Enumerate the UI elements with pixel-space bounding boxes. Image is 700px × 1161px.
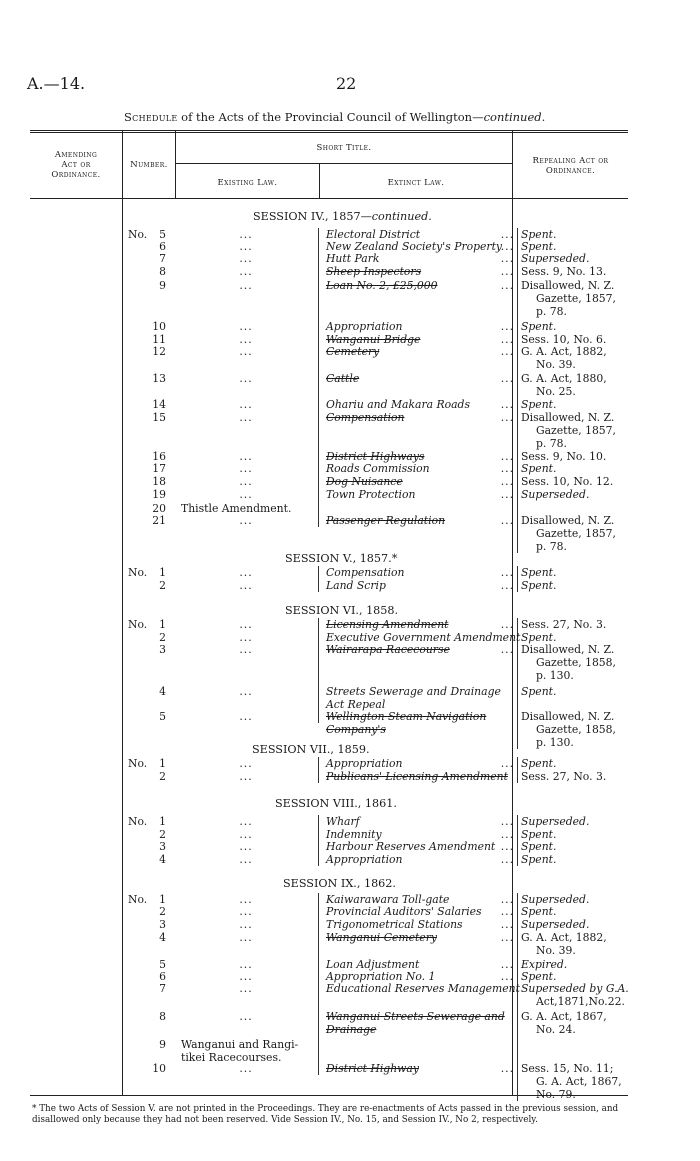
extinct-law-title: Harbour Reserves Amendment [326,840,496,853]
repealing-act: Expired. [521,958,568,971]
extinct-law-title: Hutt Park [326,252,380,265]
row-number: 1 [159,757,166,770]
table-row [0,815,700,828]
extinct-law-dots: ... [500,228,514,241]
extinct-law-title: Provincial Auditors' Salaries [326,905,482,918]
session-title: SESSION IX., 1862. [283,877,396,890]
existing-law-dots: ... [239,931,253,944]
session-title: SESSION VI., 1858. [285,604,399,617]
table-row [0,411,700,450]
extinct-law-dots: ... [500,279,514,292]
table-row [0,710,700,749]
table-row [0,345,700,371]
extinct-law-title: Indemnity [326,828,382,841]
repealing-act: Sess. 15, No. 11; [521,1062,614,1075]
row-number: 1 [159,566,166,579]
row-number: 15 [152,411,166,424]
row-number: 4 [159,685,166,698]
existing-law-dots: ... [239,710,253,723]
repealing-act: Spent. [521,398,557,411]
existing-law-title: Wanganui and Rangi- tikei Racecourses. [181,1038,299,1064]
repealing-act: Gazette, 1858, [536,656,616,669]
existing-law-dots: ... [239,240,253,253]
table-top-rule-2 [30,132,628,133]
row-no-label: No. [128,566,148,579]
repealing-act: Spent. [521,240,557,253]
existing-law-dots: ... [239,228,253,241]
session-title: SESSION IV., 1857— [253,210,372,223]
table-header-bottom-rule [30,198,628,199]
repealing-act: Superseded. [521,918,590,931]
extinct-law-dots: ... [500,265,514,278]
extinct-law-title: Sheep Inspectors [326,265,422,278]
row-number: 1 [159,815,166,828]
existing-law-dots: ... [239,372,253,385]
existing-law-dots: ... [239,333,253,346]
existing-law-dots: ... [239,982,253,995]
extinct-law-dots: ... [500,918,514,931]
extinct-law-dots: ... [500,566,514,579]
row-number: 17 [152,462,166,475]
table-row [0,279,700,318]
table-row [0,372,700,398]
extinct-law-dots: ... [500,240,514,253]
existing-law-dots: ... [239,815,253,828]
table-row [0,931,700,957]
repealing-act: Spent. [521,853,557,866]
repealing-act: Spent. [521,320,557,333]
extinct-law-title: Wharf [326,815,360,828]
extinct-law-title: Trigonometrical Stations [326,918,463,931]
repealing-act: Act,1871,No.22. [536,995,625,1008]
caption-continued: continued. [483,110,546,124]
extinct-law-title: Appropriation [326,320,403,333]
session-heading [253,210,432,223]
extinct-law-title: Passenger Regulation [326,514,446,527]
table-row [0,1038,700,1064]
extinct-law-dots: ... [500,905,514,918]
repealing-act: Spent. [521,905,557,918]
existing-law-dots: ... [239,618,253,631]
table-row [0,840,700,853]
row-number: 3 [159,643,166,656]
row-number: 7 [159,982,166,995]
row-number: 10 [152,320,166,333]
row-number: 12 [152,345,166,358]
repealing-act: Spent. [521,970,557,983]
repealing-act: Spent. [521,757,557,770]
repealing-act: No. 25. [536,385,576,398]
table-row [0,685,700,711]
table-row [0,579,700,592]
row-number: 8 [159,265,166,278]
session-heading [275,797,397,810]
repealing-act: Superseded. [521,488,590,501]
repealing-act: Sess. 10, No. 6. [521,333,607,346]
existing-law-dots: ... [239,958,253,971]
row-number: 19 [152,488,166,501]
table-row [0,643,700,682]
existing-law-dots: ... [239,770,253,783]
extinct-law-title: Wanganui Cemetery [326,931,437,944]
extinct-law-title: Wanganui Streets Sewerage and Drainage [326,1010,505,1036]
extinct-law-title: Loan No. 2, £25,000 [326,279,438,292]
extinct-law-dots: ... [500,840,514,853]
extinct-law-title: Ohariu and Makara Roads [326,398,470,411]
repealing-act: Sess. 9, No. 13. [521,265,607,278]
row-number: 4 [159,853,166,866]
extinct-law-dots: ... [500,970,514,983]
extinct-law-dots: ... [500,475,514,488]
repealing-act: Gazette, 1857, [536,292,616,305]
session-title: SESSION VII., 1859. [252,743,370,756]
repealing-act: Sess. 27, No. 3. [521,618,607,631]
extinct-law-dots: ... [500,815,514,828]
repealing-act: Spent. [521,685,557,698]
table-row [0,265,700,278]
extinct-law-title: Educational Reserves Management [326,982,520,995]
repealing-act: Gazette, 1857, [536,424,616,437]
existing-law-dots: ... [239,685,253,698]
repealing-act: p. 130. [536,736,574,749]
row-number: 2 [159,905,166,918]
page-number: 22 [336,74,357,93]
extinct-law-title: Licensing Amendment [326,618,449,631]
repealing-act: Spent. [521,631,557,644]
repealing-act: G. A. Act, 1882, [521,931,607,944]
repealing-act: No. 79. [536,1088,576,1101]
repealing-act: Superseded. [521,252,590,265]
row-no-label: No. [128,618,148,631]
existing-law-dots: ... [239,398,253,411]
table-row [0,252,700,265]
row-number: 7 [159,252,166,265]
footnote: * The two Acts of Session V. are not printed in the Proceedings. They are re-enactments of Acts passed in the previous session, and disallowed only because they had not been reserved. Vide Session IV., No. 15, and Session IV., No 2, respectively. [32,1104,619,1125]
header-amending: Amending Act or Ordinance. [51,150,101,180]
repealing-act: Disallowed, N. Z. [521,514,615,527]
existing-law-dots: ... [239,488,253,501]
caption-lead: Schedule [124,110,178,124]
repealing-act: p. 78. [536,437,567,450]
extinct-law-title: Wellington Steam Navigation Company's [326,710,487,736]
row-number: 8 [159,1010,166,1023]
row-number: 11 [152,333,166,346]
existing-law-dots: ... [239,853,253,866]
existing-law-dots: ... [239,475,253,488]
row-no-label: No. [128,893,148,906]
row-number: 10 [152,1062,166,1075]
repealing-act: Sess. 9, No. 10. [521,450,607,463]
row-number: 3 [159,840,166,853]
existing-law-dots: ... [239,450,253,463]
extinct-law-title: Wairarapa Racecourse [326,643,450,656]
repealing-act: Sess. 10, No. 12. [521,475,614,488]
existing-law-dots: ... [239,411,253,424]
row-number: 5 [159,228,166,241]
extinct-law-title: Dog Nuisance [326,475,403,488]
repealing-act: Spent. [521,228,557,241]
row-no-label: No. [128,815,148,828]
extinct-law-title: Land Scrip [326,579,386,592]
repealing-act: No. 39. [536,944,576,957]
row-number: 4 [159,931,166,944]
extinct-law-title: Cattle [326,372,360,385]
table-row [0,462,700,475]
extinct-law-title: Electoral District [326,228,421,241]
session-heading [283,877,396,890]
repealing-act: Disallowed, N. Z. [521,643,615,656]
repealing-act: p. 130. [536,669,574,682]
extinct-law-dots: ... [500,579,514,592]
table-row [0,618,700,631]
repealing-act: Sess. 27, No. 3. [521,770,607,783]
header-number: Number. [130,160,168,170]
extinct-law-title: New Zealand Society's Property [326,240,503,253]
session-heading [285,552,397,565]
extinct-law-dots: ... [500,958,514,971]
session-title: SESSION V., 1857.* [285,552,398,565]
row-number: 1 [159,893,166,906]
existing-law-dots: ... [239,462,253,475]
session-title: SESSION VIII., 1861. [275,797,397,810]
extinct-law-title: Compensation [326,566,405,579]
row-number: 18 [152,475,166,488]
extinct-law-dots: ... [500,488,514,501]
table-top-rule [30,130,628,131]
extinct-law-title: District Highway [326,1062,419,1075]
extinct-law-dots: ... [500,252,514,265]
extinct-law-title: Kaiwarawara Toll-gate [326,893,450,906]
existing-law-dots: ... [239,970,253,983]
existing-law-dots: ... [239,1010,253,1023]
table-row [0,488,700,501]
extinct-law-dots: ... [500,372,514,385]
row-number: 2 [159,631,166,644]
session-heading [252,743,370,756]
repealing-act: Gazette, 1857, [536,527,616,540]
header-short-title: Short Title. [316,143,372,153]
table-row [0,757,700,770]
table-row [0,982,700,1008]
extinct-law-dots: ... [500,514,514,527]
repealing-act: Disallowed, N. Z. [521,279,615,292]
existing-law-title: Thistle Amendment. [181,502,292,515]
extinct-law-dots: ... [500,450,514,463]
row-number: 13 [152,372,166,385]
repealing-act: Spent. [521,579,557,592]
repealing-act: p. 78. [536,305,567,318]
repealing-act: Spent. [521,840,557,853]
extinct-law-dots: ... [500,1062,514,1075]
extinct-law-dots: ... [500,757,514,770]
extinct-law-title: Appropriation [326,853,403,866]
extinct-law-title: Cemetery [326,345,380,358]
row-number: 5 [159,958,166,971]
repealing-act: No. 39. [536,358,576,371]
extinct-law-title: Publicans' Licensing Amendment [326,770,508,783]
repealing-act: Gazette, 1858, [536,723,616,736]
row-number: 6 [159,970,166,983]
existing-law-dots: ... [239,345,253,358]
extinct-law-dots: ... [500,345,514,358]
repealing-act: G. A. Act, 1867, [521,1010,607,1023]
existing-law-dots: ... [239,828,253,841]
table-row [0,770,700,783]
row-number: 2 [159,770,166,783]
repealing-act: Disallowed, N. Z. [521,411,615,424]
existing-law-dots: ... [239,893,253,906]
session-continued: continued. [371,210,432,223]
caption-text: of the Acts of the Provincial Council of Wellington— [177,110,484,124]
extinct-law-title: Wanganui Bridge [326,333,421,346]
extinct-law-title: Loan Adjustment [326,958,420,971]
extinct-law-dots: ... [500,643,514,656]
existing-law-dots: ... [239,252,253,265]
row-number: 5 [159,710,166,723]
repealing-act: Disallowed, N. Z. [521,710,615,723]
repealing-act: G. A. Act, 1882, [521,345,607,358]
table-row [0,918,700,931]
header-repealing: Repealing Act or Ordinance. [532,156,609,176]
extinct-law-dots: ... [500,320,514,333]
table-row [0,475,700,488]
header-extinct-law: Extinct Law. [387,178,445,188]
table-row [0,514,700,553]
existing-law-dots: ... [239,566,253,579]
row-number: 16 [152,450,166,463]
table-row [0,566,700,579]
row-number: 3 [159,918,166,931]
existing-law-dots: ... [239,840,253,853]
row-number: 20 [152,502,166,515]
extinct-law-dots: ... [500,828,514,841]
row-number: 14 [152,398,166,411]
existing-law-dots: ... [239,905,253,918]
row-number: 6 [159,240,166,253]
extinct-law-dots: ... [500,398,514,411]
session-heading [285,604,398,617]
repealing-act: G. A. Act, 1880, [521,372,607,385]
row-number: 9 [159,279,166,292]
extinct-law-dots: ... [500,931,514,944]
extinct-law-title: Appropriation No. 1 [326,970,436,983]
extinct-law-title: Town Protection [326,488,416,501]
extinct-law-dots: ... [500,333,514,346]
row-number: 1 [159,618,166,631]
repealing-act: No. 24. [536,1023,576,1036]
table-row [0,1010,700,1036]
repealing-act: Spent. [521,828,557,841]
repealing-act: Spent. [521,462,557,475]
page-id: A.—14. [27,74,86,93]
existing-law-dots: ... [239,579,253,592]
existing-law-dots: ... [239,514,253,527]
existing-law-dots: ... [239,1062,253,1075]
repealing-act: Superseded by G.A. [521,982,629,995]
header-existing-law: Existing Law. [217,178,278,188]
extinct-law-title: Streets Sewerage and Drainage Act Repeal [326,685,501,711]
extinct-law-dots: ... [500,462,514,475]
extinct-law-dots: ... [500,853,514,866]
row-number: 9 [159,1038,166,1051]
short-title-rule [175,163,512,164]
repealing-act: Superseded. [521,815,590,828]
extinct-law-title: Executive Government Amendment [326,631,521,644]
repealing-act: p. 78. [536,540,567,553]
existing-law-dots: ... [239,279,253,292]
schedule-caption [124,110,545,124]
repealing-act: Superseded. [521,893,590,906]
existing-law-dots: ... [239,265,253,278]
repealing-act: G. A. Act, 1867, [536,1075,622,1088]
table-row [0,905,700,918]
extinct-law-title: Roads Commission [326,462,430,475]
row-no-label: No. [128,757,148,770]
repealing-act: Spent. [521,566,557,579]
table-row [0,320,700,333]
existing-law-dots: ... [239,643,253,656]
row-number: 2 [159,828,166,841]
extinct-law-dots: ... [500,411,514,424]
table-row [0,853,700,866]
row-number: 21 [152,514,166,527]
table-row [0,398,700,411]
existing-law-dots: ... [239,918,253,931]
extinct-law-title: Appropriation [326,757,403,770]
extinct-law-dots: ... [500,893,514,906]
existing-law-dots: ... [239,320,253,333]
row-no-label: No. [128,228,148,241]
existing-law-dots: ... [239,757,253,770]
row-number: 2 [159,579,166,592]
extinct-law-title: District Highways [326,450,425,463]
table-row [0,1062,700,1101]
extinct-law-title: Compensation [326,411,405,424]
extinct-law-dots: ... [500,618,514,631]
existing-law-dots: ... [239,631,253,644]
